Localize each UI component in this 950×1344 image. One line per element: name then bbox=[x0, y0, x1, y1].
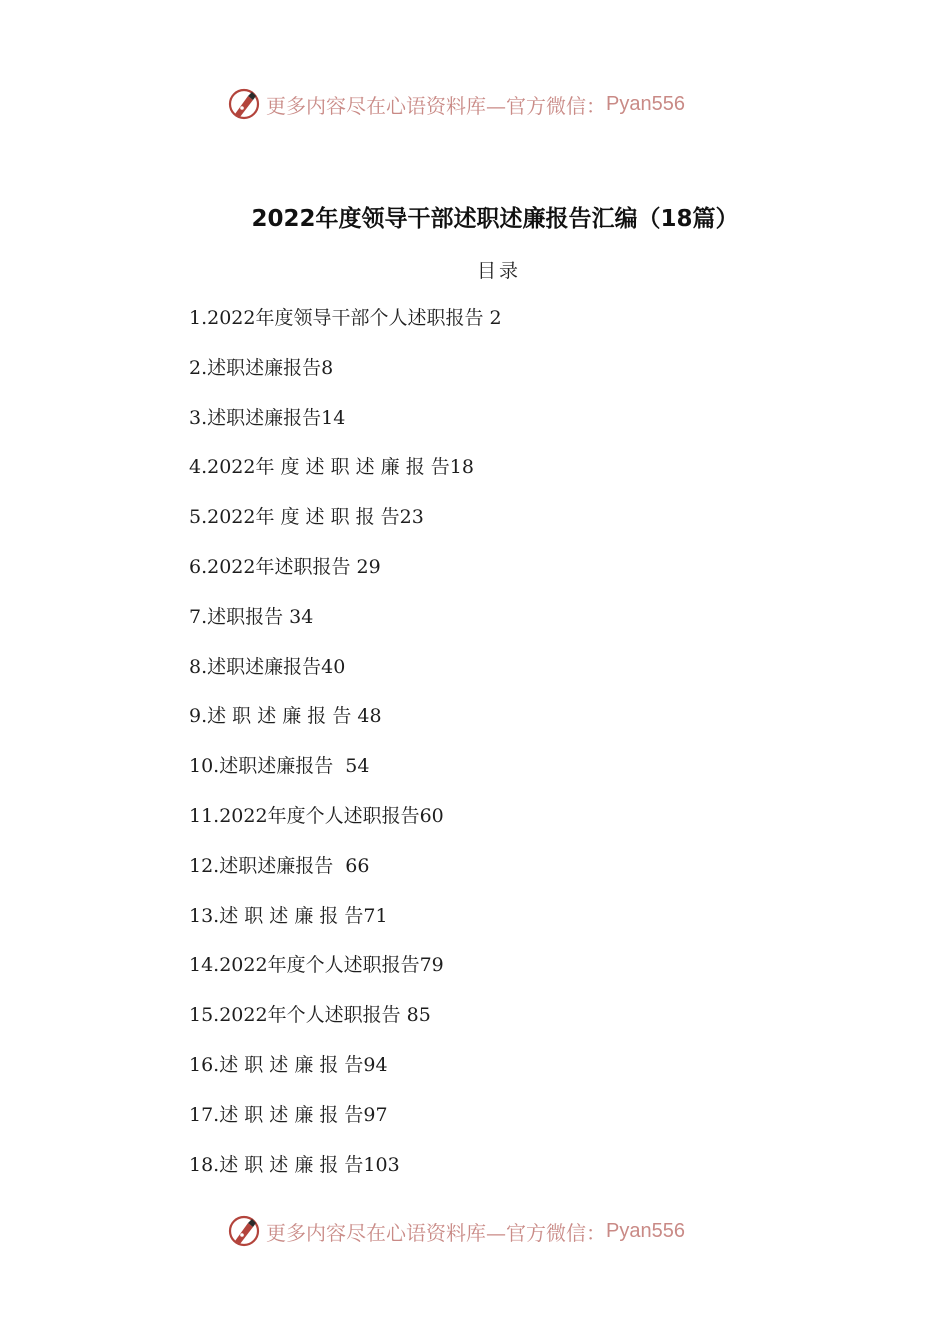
toc-item[interactable]: 9.述 职 述 廉 报 告 48 bbox=[189, 705, 382, 728]
toc-item[interactable]: 11.2022年度个人述职报告60 bbox=[189, 804, 444, 827]
toc-item[interactable]: 16.述 职 述 廉 报 告94 bbox=[189, 1053, 388, 1076]
toc-item[interactable]: 5.2022年 度 述 职 报 告23 bbox=[189, 506, 424, 529]
toc-item[interactable]: 15.2022年个人述职报告 85 bbox=[189, 1004, 431, 1027]
toc-item[interactable]: 12.述职述廉报告 66 bbox=[189, 854, 370, 877]
toc-item[interactable]: 13.述 职 述 廉 报 告71 bbox=[189, 904, 388, 927]
toc-item[interactable]: 8.述职述廉报告40 bbox=[189, 655, 346, 678]
toc-heading: 目录 bbox=[476, 260, 521, 282]
table-of-contents bbox=[189, 303, 502, 1199]
footer-watermark-banner bbox=[226, 1211, 685, 1251]
document-title: 2022年度领导干部述职述廉报告汇编（18篇） bbox=[251, 206, 739, 232]
toc-item[interactable]: 4.2022年 度 述 职 述 廉 报 告18 bbox=[189, 456, 474, 479]
pen-nib-logo-icon bbox=[226, 1213, 262, 1249]
banner-text: 更多内容尽在心语资料库—官方微信： bbox=[266, 93, 606, 118]
toc-item[interactable]: 1.2022年度领导干部个人述职报告 2 bbox=[189, 307, 502, 329]
toc-item[interactable]: 7.述职报告 34 bbox=[189, 605, 314, 628]
toc-item[interactable]: 10.述职述廉报告 54 bbox=[189, 755, 370, 778]
toc-item[interactable]: 18.述 职 述 廉 报 告103 bbox=[189, 1153, 400, 1176]
banner-wechat-id: Pyan556 bbox=[606, 1219, 685, 1242]
pen-nib-logo-icon bbox=[226, 86, 262, 122]
toc-item[interactable]: 2.述职述廉报告8 bbox=[189, 356, 334, 379]
header-watermark-banner bbox=[226, 84, 685, 124]
toc-item[interactable]: 17.述 职 述 廉 报 告97 bbox=[189, 1103, 388, 1126]
toc-item[interactable]: 3.述职述廉报告14 bbox=[189, 406, 346, 429]
banner-text: 更多内容尽在心语资料库—官方微信： bbox=[266, 1220, 606, 1245]
toc-item[interactable]: 6.2022年述职报告 29 bbox=[189, 555, 381, 578]
toc-item[interactable]: 14.2022年度个人述职报告79 bbox=[189, 954, 444, 977]
banner-wechat-id: Pyan556 bbox=[606, 92, 685, 115]
